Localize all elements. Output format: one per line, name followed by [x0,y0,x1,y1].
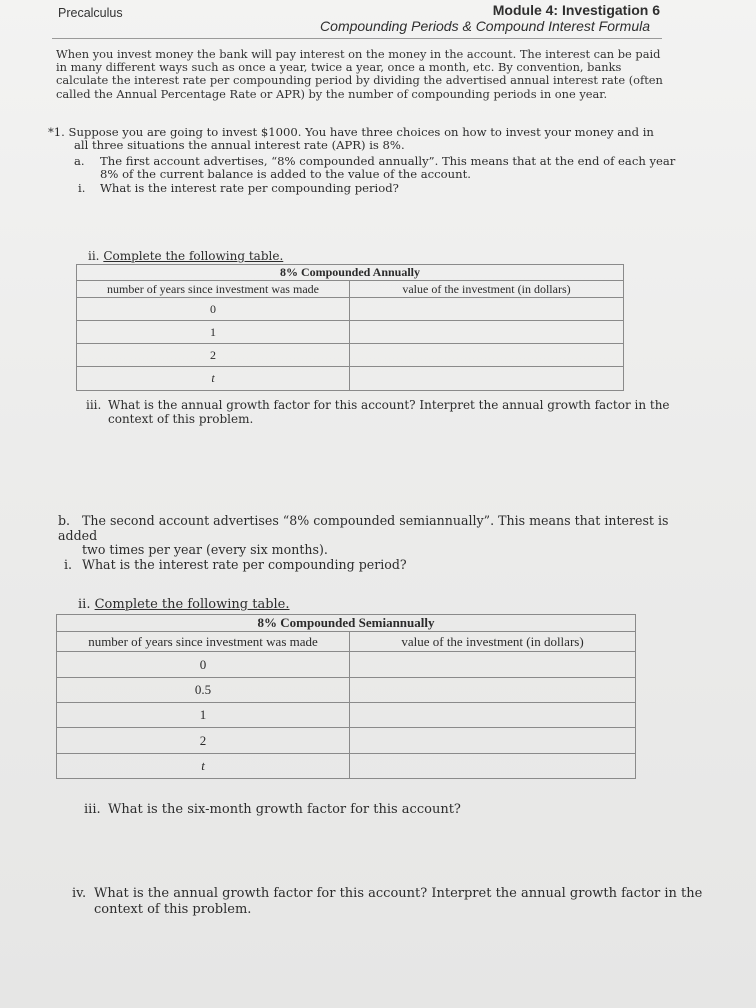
table-cell: 0.5 [57,678,350,703]
question-1 [48,126,688,152]
table-row [57,703,636,728]
table-row [77,298,624,321]
part-a-iii [86,398,686,426]
part-label: a. [74,154,85,168]
table-row [57,678,636,703]
subpart-text: What is the annual growth factor for this account? Interpret the annual growth factor in the [108,398,670,412]
part-a-ii [88,250,283,263]
subpart-text: Complete the following table. [94,597,290,612]
subpart-text: context of this problem. [108,412,254,426]
answer-cell[interactable] [350,678,636,703]
table-caption: 8% Compounded Semiannually [57,615,636,632]
table-cell: t [77,367,350,391]
question-text: Suppose you are going to invest $1000. You have three choices on how to invest your money and in [68,125,654,139]
subpart-label: i. [78,181,86,195]
table-header-years: number of years since investment was made [77,281,350,298]
subpart-label: iv. [72,886,87,901]
answer-cell[interactable] [350,321,624,344]
part-text: two times per year (every six months). [82,542,328,557]
part-a [74,155,694,195]
table-cell: 0 [57,652,350,678]
answer-cell[interactable] [350,754,636,779]
part-text: 8% of the current balance is added to the value of the account. [100,167,471,181]
module-title: Module 4: Investigation 6 [492,2,660,18]
table-cell: 1 [57,703,350,728]
answer-cell[interactable] [350,344,624,367]
subpart-label: ii. [78,597,91,612]
table-header-value: value of the investment (in dollars) [350,632,636,652]
subpart-text: What is the six-month growth factor for this account? [108,802,461,817]
table-row [77,367,624,391]
table-cell: 0 [77,298,350,321]
table-row [57,652,636,678]
subpart-label: iii. [84,802,101,817]
table-cell: 1 [77,321,350,344]
intro-line: When you invest money the bank will pay interest on the money in the account. The interest can be paid [56,47,661,61]
subpart-label: i. [64,556,73,572]
table-row [77,321,624,344]
part-text: The first account advertises, “8% compounded annually”. This means that at the end of each year [100,154,676,168]
subpart-text: What is the interest rate per compounding period? [100,181,399,195]
subpart-text: context of this problem. [94,902,252,917]
table-semiannually [56,614,636,779]
table-annually [76,264,624,391]
table-row [77,344,624,367]
subpart-text: Complete the following table. [103,249,284,263]
table-header-value: value of the investment (in dollars) [350,281,624,298]
part-b-iv [72,886,712,918]
part-b-iii [84,803,461,816]
course-title: Precalculus [58,6,123,20]
part-text: The second account advertises “8% compounded semiannually”. This means that interest is added [58,513,669,543]
question-number: *1. [48,125,65,139]
intro-line: in many different ways such as once a year, twice a year, once a month, etc. By convention, banks [56,60,622,75]
subpart-label: ii. [88,249,100,263]
table-cell: 2 [57,728,350,754]
table-caption: 8% Compounded Annually [77,265,624,281]
table-row [57,728,636,754]
answer-cell[interactable] [350,703,636,728]
part-label: b. [58,513,71,528]
question-text: all three situations the annual interest rate (APR) is 8%. [74,138,405,152]
table-cell: 2 [77,344,350,367]
table-row [57,754,636,779]
answer-cell[interactable] [350,367,624,391]
answer-cell[interactable] [350,728,636,754]
part-b-ii [78,598,290,611]
header-rule [52,38,662,39]
table-header-years: number of years since investment was made [57,632,350,652]
part-b [58,514,698,572]
intro-line: calculate the interest rate per compounding period by dividing the advertised annual interest rate (often [56,73,663,88]
answer-cell[interactable] [350,298,624,321]
intro-line: called the Annual Percentage Rate or APR) by the number of compounding periods in one year. [56,86,608,101]
subpart-text: What is the interest rate per compounding period? [82,556,407,572]
subpart-label: iii. [86,398,102,412]
answer-cell[interactable] [350,652,636,678]
table-cell: t [57,754,350,779]
intro-paragraph [56,48,676,101]
page-subtitle: Compounding Periods & Compound Interest Formula [320,18,650,34]
subpart-text: What is the annual growth factor for this account? Interpret the annual growth factor in the [94,886,703,901]
